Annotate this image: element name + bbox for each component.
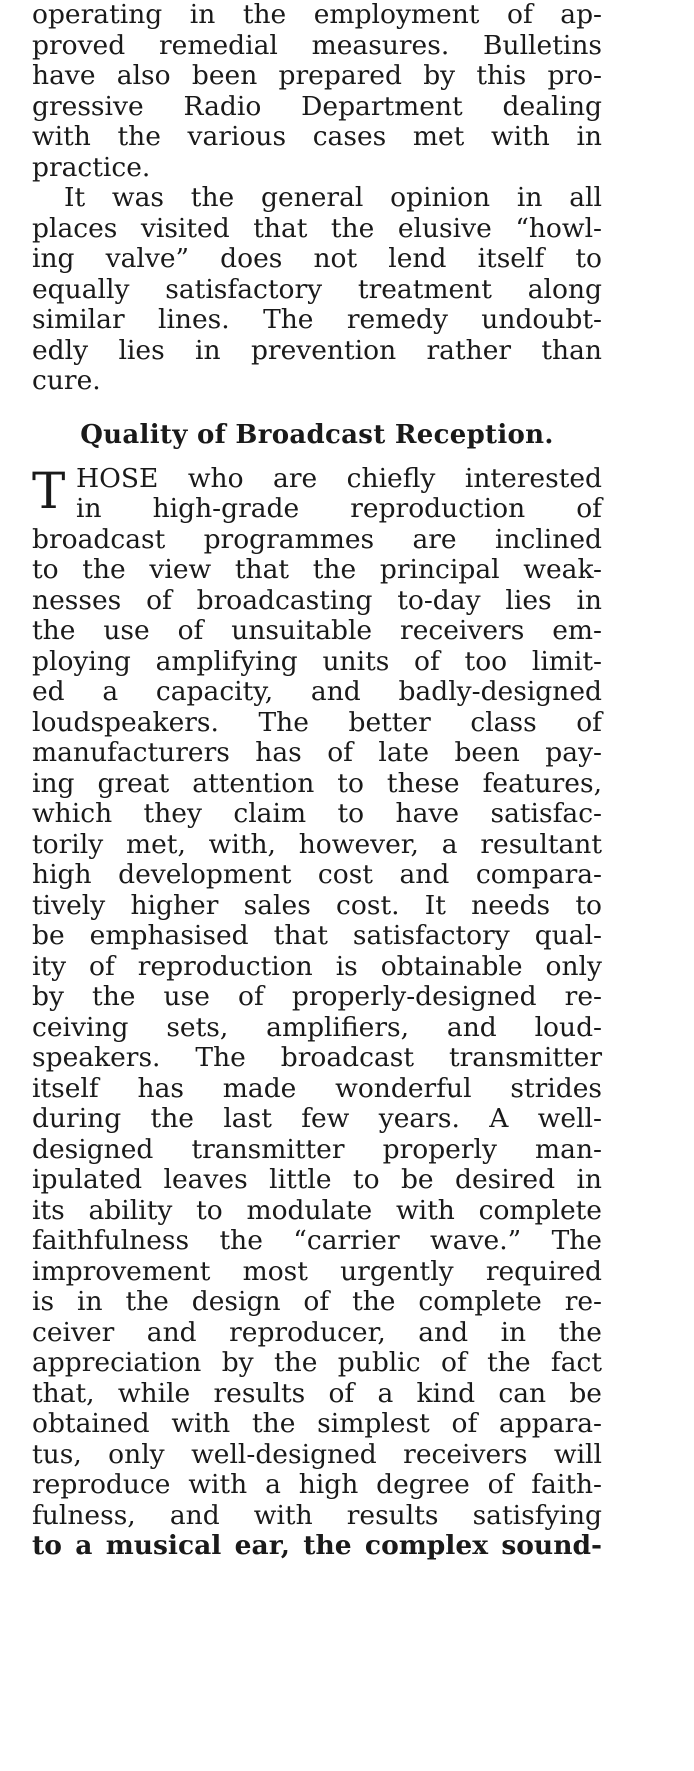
- text-line: ceiver and reproducer, and in the: [32, 1316, 602, 1348]
- text-line: torily met, with, however, a resultant: [32, 828, 602, 860]
- text-line: operating in the employment of ap-: [32, 0, 602, 30]
- text-line: broadcast programmes are inclined: [32, 523, 602, 555]
- text-line: the use of unsuitable receivers em-: [32, 615, 602, 646]
- text-line: edly lies in prevention rather than: [32, 334, 602, 366]
- text-line: tus, only well-designed receivers will: [32, 1438, 602, 1470]
- text-line: during the last few years. A well-: [32, 1103, 602, 1134]
- text-line: that, while results of a kind can be: [32, 1377, 602, 1409]
- text-line: equally satisfactory treatment along: [32, 273, 602, 305]
- text-line: HOSE who are chiefly interested: [76, 462, 602, 494]
- text-line: which they claim to have satisfac-: [32, 798, 602, 829]
- text-line: similar lines. The remedy undoubt-: [32, 304, 602, 335]
- text-line: reproduce with a high degree of faith-: [32, 1469, 602, 1500]
- paragraph-remedial-measures: [32, 0, 602, 183]
- text-line: ploying amplifying units of too limit-: [32, 645, 602, 677]
- text-line: have also been prepared by this pro-: [32, 60, 602, 91]
- text-line: ipulated leaves little to be desired in: [32, 1164, 602, 1195]
- text-line: in high-grade reproduction of: [76, 493, 602, 524]
- text-line: ity of reproduction is obtainable only: [32, 950, 602, 982]
- text-line: with the various cases met with in: [32, 121, 602, 152]
- text-line: its ability to modulate with complete: [32, 1194, 602, 1226]
- text-line: obtained with the simplest of appara-: [32, 1408, 602, 1439]
- text-line: by the use of properly-designed re-: [32, 981, 602, 1012]
- text-line: ing great attention to these features,: [32, 767, 602, 799]
- text-line: faithfulness the “carrier wave.” The: [32, 1225, 602, 1256]
- text-line: practice.: [32, 151, 151, 183]
- paragraph-broadcast-quality: [32, 461, 602, 1562]
- text-line: designed transmitter properly man-: [32, 1133, 602, 1165]
- article-column: [32, 0, 602, 1562]
- text-line: loudspeakers. The better class of: [32, 706, 602, 738]
- text-line: itself has made wonderful strides: [32, 1072, 602, 1104]
- text-line: ceiving sets, amplifiers, and loud-: [32, 1011, 602, 1043]
- text-line: It was the general opinion in all: [64, 182, 602, 213]
- text-line: manufacturers has of late been pay-: [32, 737, 602, 768]
- text-line: nesses of broadcasting to-day lies in: [32, 584, 602, 616]
- text-line: tively higher sales cost. It needs to: [32, 889, 602, 921]
- text-line: to the view that the principal weak-: [32, 554, 602, 585]
- text-line: improvement most urgently required: [32, 1255, 602, 1287]
- paragraph-howling-valve: [32, 183, 602, 397]
- text-line: be emphasised that satisfactory qual-: [32, 920, 602, 951]
- text-line: ing valve” does not lend itself to: [32, 243, 602, 274]
- text-line: gressive Radio Department dealing: [32, 90, 602, 122]
- text-line: ed a capacity, and badly-designed: [32, 676, 602, 707]
- text-line: speakers. The broadcast transmitter: [32, 1042, 602, 1073]
- text-line: fulness, and with results satisfying: [32, 1499, 602, 1531]
- section-heading: Quality of Broadcast Reception.: [80, 419, 554, 450]
- text-line: places visited that the elusive “howl-: [32, 212, 602, 244]
- drop-cap: T: [32, 461, 66, 520]
- text-line: to a musical ear, the complex sound-: [32, 1530, 602, 1561]
- text-line: proved remedial measures. Bulletins: [32, 29, 602, 61]
- text-line: high development cost and compara-: [32, 859, 602, 890]
- text-line: is in the design of the complete re-: [32, 1286, 602, 1317]
- text-line: appreciation by the public of the fact: [32, 1347, 602, 1378]
- text-line: cure.: [32, 365, 101, 396]
